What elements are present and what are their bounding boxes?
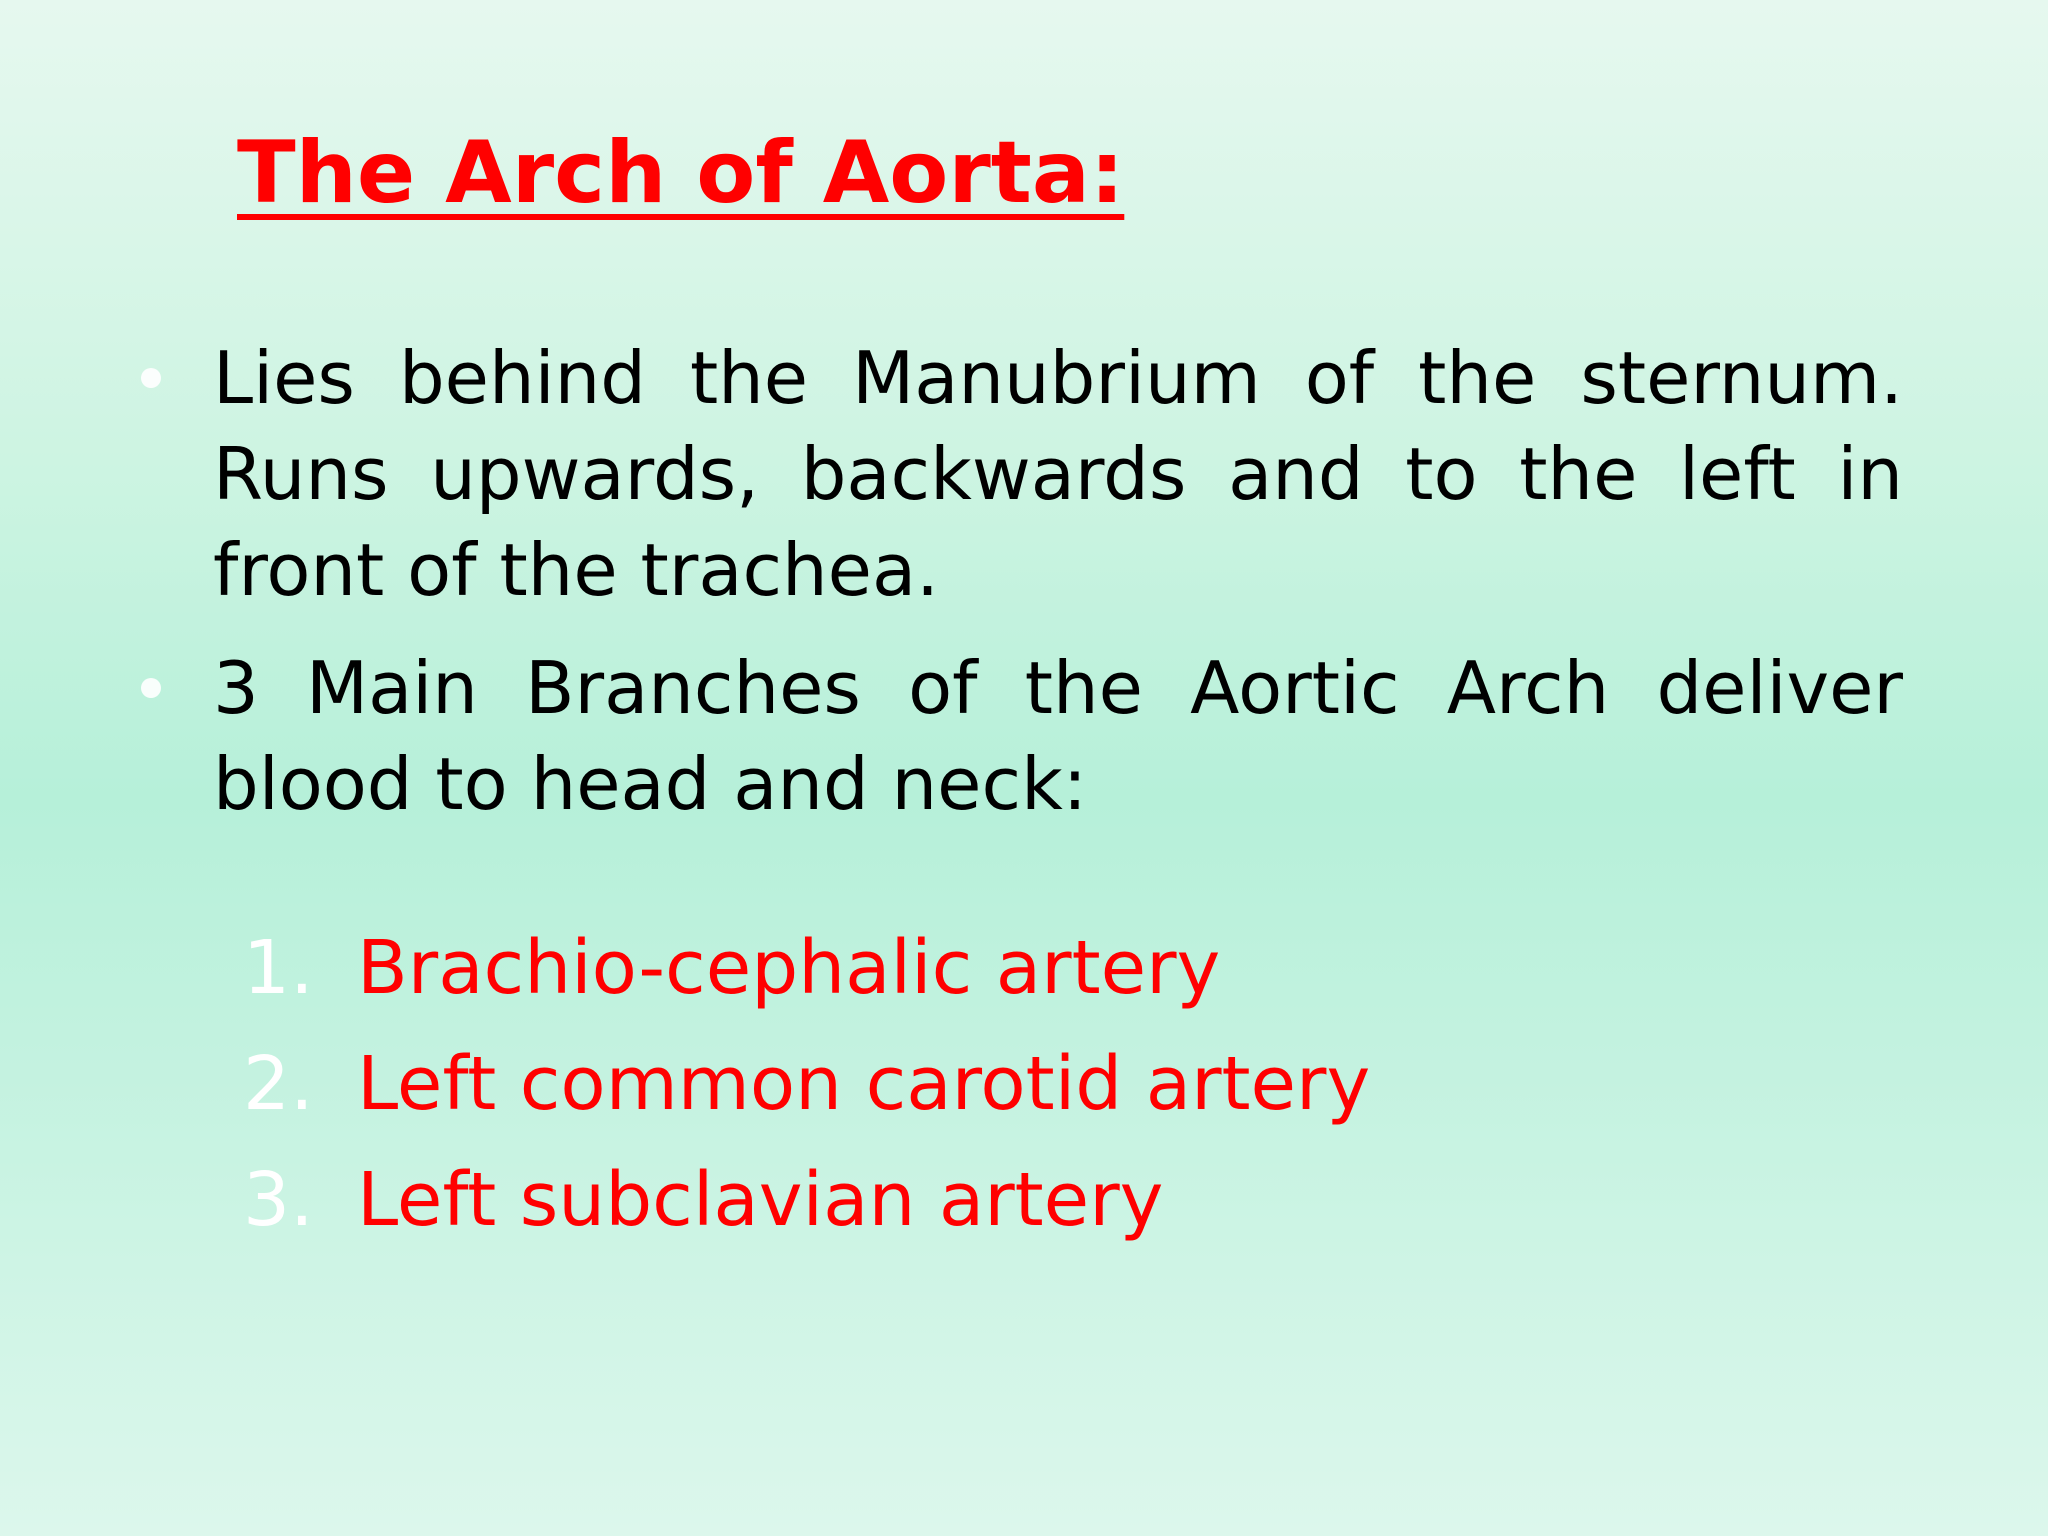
branch-name: Left subclavian artery (357, 1157, 1164, 1243)
bullet-item-location (213, 330, 1903, 618)
branch-name: Brachio-cephalic artery (357, 925, 1221, 1011)
list-number: 2. (243, 1041, 314, 1127)
bullet-item-branches (213, 640, 1903, 832)
bullet-dot-icon (141, 368, 161, 388)
bullet-text: 3 Main Branches of the Aortic Arch deliver blood to head and neck: (213, 646, 1903, 826)
bullet-text: Lies behind the Manubrium of the sternum. Runs upwards, backwards and to the left in front of the trachea. (213, 336, 1903, 612)
branch-item (243, 918, 1220, 1018)
bullet-dot-icon (141, 678, 161, 698)
slide-title: The Arch of Aorta: (237, 123, 1125, 223)
branch-name: Left common carotid artery (357, 1041, 1371, 1127)
branch-item (243, 1150, 1163, 1250)
list-number: 3. (243, 1157, 314, 1243)
branch-item (243, 1034, 1370, 1134)
list-number: 1. (243, 925, 314, 1011)
